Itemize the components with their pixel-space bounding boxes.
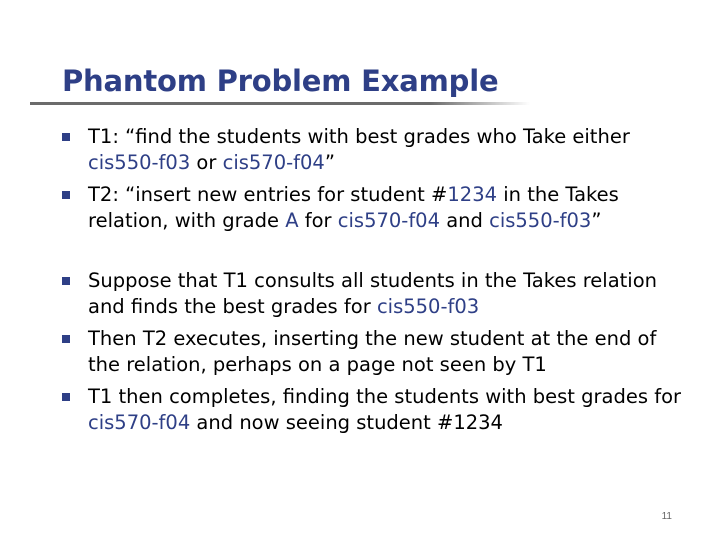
square-bullet-icon bbox=[62, 335, 70, 343]
course-code: cis570-f04 bbox=[88, 411, 191, 434]
course-code: cis570-f04 bbox=[222, 151, 325, 174]
bullet-text: and now seeing student #1234 bbox=[190, 411, 503, 434]
course-code: cis570-f04 bbox=[337, 209, 440, 232]
bullet-item-3 bbox=[62, 268, 682, 320]
grade-value: A bbox=[285, 209, 299, 232]
bullet-text: in the Takes relation, with grade bbox=[88, 183, 619, 232]
bullet-item-5 bbox=[62, 384, 682, 436]
square-bullet-icon bbox=[62, 277, 70, 285]
course-code: cis550-f03 bbox=[489, 209, 592, 232]
bullet-item-4 bbox=[62, 326, 682, 378]
slide-title: Phantom Problem Example bbox=[62, 64, 499, 98]
bullet-text: Then T2 executes, inserting the new student at the end of the relation, perhaps on a page not seen by T1 bbox=[88, 327, 657, 376]
bullet-list bbox=[62, 124, 682, 442]
page-number: 11 bbox=[661, 511, 672, 522]
bullet-item-2 bbox=[62, 182, 682, 234]
course-code: cis550-f03 bbox=[376, 295, 480, 318]
bullet-item-1 bbox=[62, 124, 682, 176]
bullet-text: Suppose that T1 consults all students in the Takes relation and finds the best grades for bbox=[88, 269, 657, 318]
bullet-text: and bbox=[440, 209, 490, 232]
square-bullet-icon bbox=[62, 393, 70, 401]
course-code: cis550-f03 bbox=[88, 151, 191, 174]
bullet-text: or bbox=[190, 151, 223, 174]
square-bullet-icon bbox=[62, 133, 70, 141]
bullet-text: ” bbox=[591, 209, 602, 232]
bullet-text: T2: “insert new entries for student # bbox=[88, 183, 448, 206]
student-id: 1234 bbox=[447, 183, 498, 206]
bullet-text: for bbox=[298, 209, 338, 232]
bullet-text: T1: “find the students with best grades who Take either bbox=[88, 125, 630, 148]
title-underline bbox=[30, 102, 530, 105]
square-bullet-icon bbox=[62, 191, 70, 199]
bullet-text: ” bbox=[324, 151, 335, 174]
bullet-text: T1 then completes, finding the students with best grades for bbox=[88, 385, 682, 408]
